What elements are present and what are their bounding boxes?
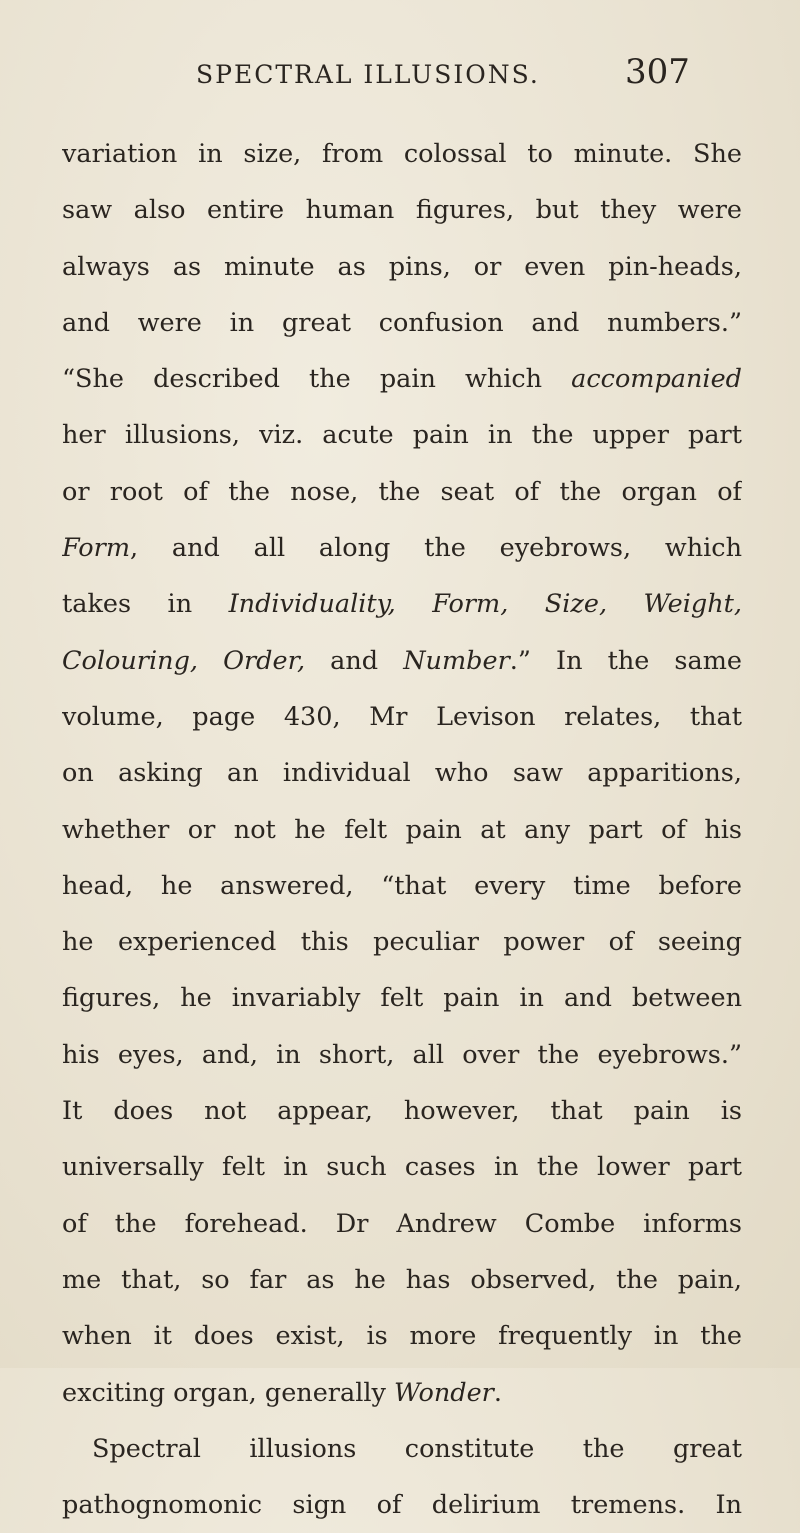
text-line (62, 126, 742, 182)
text-line (62, 1365, 742, 1421)
text-segment: when it does exist, is more frequently in the (62, 1321, 742, 1352)
text-segment: exciting organ, generally (62, 1377, 395, 1408)
text-line (62, 1027, 742, 1083)
text-segment: variation in size, from colossal to minute. She (62, 139, 742, 169)
text-line (62, 802, 742, 858)
italic-text: Form (62, 533, 131, 564)
text-segment: volume, page 430, Mr Levison relates, that (62, 701, 742, 732)
page-number: 307 (625, 52, 690, 92)
text-line (62, 1308, 742, 1364)
text-segment: and were in great confusion and numbers.” (62, 307, 742, 338)
text-segment: It does not appear, however, that pain is (62, 1096, 742, 1127)
text-line (62, 1477, 742, 1533)
text-line (62, 1421, 742, 1477)
text-line (62, 576, 742, 632)
italic-text: Wonder (394, 1377, 494, 1408)
text-segment: head, he answered, “that every time before (62, 870, 742, 901)
text-segment: his eyes, and, in short, all over the eyebrows.” (62, 1039, 742, 1070)
text-line (62, 858, 742, 914)
body-text (62, 126, 742, 1533)
text-segment: or root of the nose, the seat of the organ of (62, 476, 742, 507)
text-line (62, 689, 742, 745)
text-segment: Spectral illusions constitute the great (92, 1433, 742, 1464)
text-line (62, 970, 742, 1026)
text-line (62, 182, 742, 238)
italic-text: Number (403, 645, 510, 676)
text-line (62, 1196, 742, 1252)
text-segment: her illusions, viz. acute pain in the upper part (62, 420, 742, 451)
text-line (62, 1139, 742, 1195)
italic-text: Individuality, Form, Size, Weight, (228, 589, 742, 620)
text-segment: , and all along the eyebrows, which (130, 533, 742, 564)
text-line (62, 745, 742, 801)
text-segment: figures, he invariably felt pain in and between (62, 983, 742, 1014)
text-segment: whether or not he felt pain at any part of his (62, 814, 742, 845)
text-segment: . (493, 1377, 502, 1408)
text-segment: he experienced this peculiar power of seeing (62, 927, 742, 958)
text-segment: of the forehead. Dr Andrew Combe informs (62, 1208, 742, 1239)
text-segment: takes in (62, 589, 229, 620)
text-line (62, 464, 742, 520)
text-line (62, 633, 742, 689)
italic-text: accompanied (571, 364, 742, 395)
text-line (62, 520, 742, 576)
text-line (62, 351, 742, 407)
text-segment: always as minute as pins, or even pin-heads, (62, 251, 742, 282)
text-segment: “She described the pain which (62, 364, 572, 395)
text-line (62, 914, 742, 970)
text-segment: .” In the same (509, 645, 742, 676)
text-segment: on asking an individual who saw apparitions, (62, 758, 742, 789)
text-segment: pathognomonic sign of delirium tremens. In (62, 1490, 742, 1521)
text-segment: and (305, 645, 404, 676)
text-line (62, 295, 742, 351)
running-title: SPECTRAL ILLUSIONS. (196, 60, 540, 89)
text-line (62, 1083, 742, 1139)
text-segment: universally felt in such cases in the lower part (62, 1152, 742, 1183)
text-line (62, 239, 742, 295)
text-line (62, 1252, 742, 1308)
text-segment: me that, so far as he has observed, the pain, (62, 1264, 742, 1295)
running-head (0, 52, 800, 98)
text-line (62, 407, 742, 463)
text-segment: saw also entire human figures, but they were (62, 195, 742, 226)
italic-text: Colouring, Order, (62, 645, 306, 676)
